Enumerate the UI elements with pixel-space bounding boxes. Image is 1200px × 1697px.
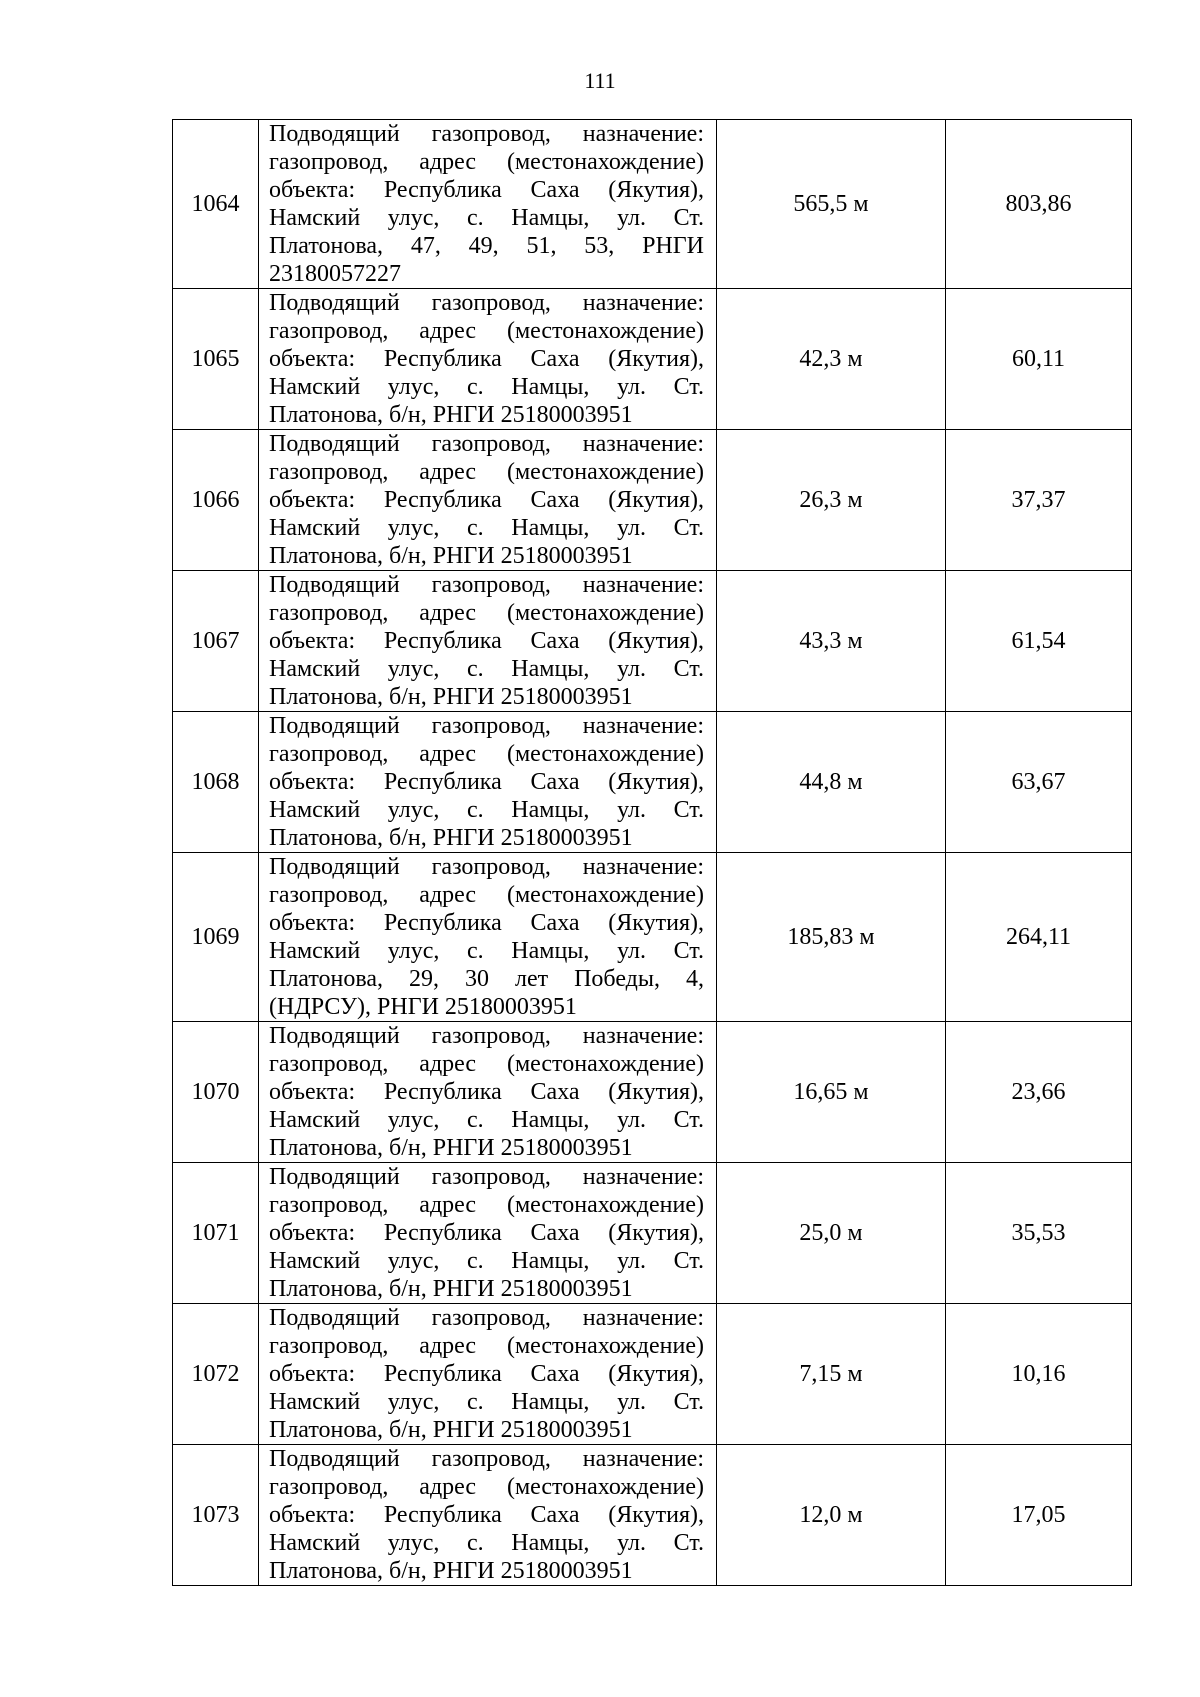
row-value: 23,66 — [946, 1022, 1132, 1163]
row-value: 17,05 — [946, 1445, 1132, 1586]
row-length: 16,65 м — [717, 1022, 946, 1163]
row-description: Подводящий газопровод, назначение: газопровод, адрес (местонахождение) объекта: Республика Саха (Якутия), Намский улус, с. Намцы, ул. Ст. Платонова, б/н, РНГИ 25180003951 — [259, 1304, 717, 1445]
table-row — [173, 571, 1132, 712]
row-length: 26,3 м — [717, 430, 946, 571]
row-number: 1068 — [173, 712, 259, 853]
row-length: 7,15 м — [717, 1304, 946, 1445]
row-description: Подводящий газопровод, назначение: газопровод, адрес (местонахождение) объекта: Республика Саха (Якутия), Намский улус, с. Намцы, ул. Ст. Платонова, б/н, РНГИ 25180003951 — [259, 1022, 717, 1163]
row-value: 63,67 — [946, 712, 1132, 853]
table-row — [173, 1022, 1132, 1163]
row-number: 1064 — [173, 120, 259, 289]
row-length: 43,3 м — [717, 571, 946, 712]
row-length: 42,3 м — [717, 289, 946, 430]
row-description: Подводящий газопровод, назначение: газопровод, адрес (местонахождение) объекта: Республика Саха (Якутия), Намский улус, с. Намцы, ул. Ст. Платонова, б/н, РНГИ 25180003951 — [259, 1445, 717, 1586]
row-value: 60,11 — [946, 289, 1132, 430]
table-row — [173, 712, 1132, 853]
page-number: 111 — [584, 68, 616, 93]
row-number: 1066 — [173, 430, 259, 571]
row-number: 1070 — [173, 1022, 259, 1163]
row-length: 12,0 м — [717, 1445, 946, 1586]
table-row — [173, 289, 1132, 430]
row-description: Подводящий газопровод, назначение: газопровод, адрес (местонахождение) объекта: Республика Саха (Якутия), Намский улус, с. Намцы, ул. Ст. Платонова, б/н, РНГИ 25180003951 — [259, 289, 717, 430]
table-row — [173, 853, 1132, 1022]
row-value: 10,16 — [946, 1304, 1132, 1445]
table-row — [173, 120, 1132, 289]
row-description: Подводящий газопровод, назначение: газопровод, адрес (местонахождение) объекта: Республика Саха (Якутия), Намский улус, с. Намцы, ул. Ст. Платонова, б/н, РНГИ 25180003951 — [259, 430, 717, 571]
row-length: 185,83 м — [717, 853, 946, 1022]
row-description: Подводящий газопровод, назначение: газопровод, адрес (местонахождение) объекта: Республика Саха (Якутия), Намский улус, с. Намцы, ул. Ст. Платонова, б/н, РНГИ 25180003951 — [259, 712, 717, 853]
row-value: 803,86 — [946, 120, 1132, 289]
row-number: 1065 — [173, 289, 259, 430]
row-number: 1071 — [173, 1163, 259, 1304]
row-value: 35,53 — [946, 1163, 1132, 1304]
row-value: 264,11 — [946, 853, 1132, 1022]
table-row — [173, 1163, 1132, 1304]
row-number: 1072 — [173, 1304, 259, 1445]
row-length: 565,5 м — [717, 120, 946, 289]
table-row — [173, 1445, 1132, 1586]
row-description: Подводящий газопровод, назначение: газопровод, адрес (местонахождение) объекта: Республика Саха (Якутия), Намский улус, с. Намцы, ул. Ст. Платонова, б/н, РНГИ 25180003951 — [259, 571, 717, 712]
table-row — [173, 430, 1132, 571]
row-description: Подводящий газопровод, назначение: газопровод, адрес (местонахождение) объекта: Республика Саха (Якутия), Намский улус, с. Намцы, ул. Ст. Платонова, 47, 49, 51, 53, РНГИ 23180057227 — [259, 120, 717, 289]
row-length: 44,8 м — [717, 712, 946, 853]
row-number: 1069 — [173, 853, 259, 1022]
table-row — [173, 1304, 1132, 1445]
row-number: 1067 — [173, 571, 259, 712]
row-value: 61,54 — [946, 571, 1132, 712]
row-description: Подводящий газопровод, назначение: газопровод, адрес (местонахождение) объекта: Республика Саха (Якутия), Намский улус, с. Намцы, ул. Ст. Платонова, 29, 30 лет Победы, 4, (НДРСУ), РНГИ 25180003951 — [259, 853, 717, 1022]
row-description: Подводящий газопровод, назначение: газопровод, адрес (местонахождение) объекта: Республика Саха (Якутия), Намский улус, с. Намцы, ул. Ст. Платонова, б/н, РНГИ 25180003951 — [259, 1163, 717, 1304]
row-number: 1073 — [173, 1445, 259, 1586]
registry-table — [172, 119, 1132, 1586]
row-length: 25,0 м — [717, 1163, 946, 1304]
row-value: 37,37 — [946, 430, 1132, 571]
